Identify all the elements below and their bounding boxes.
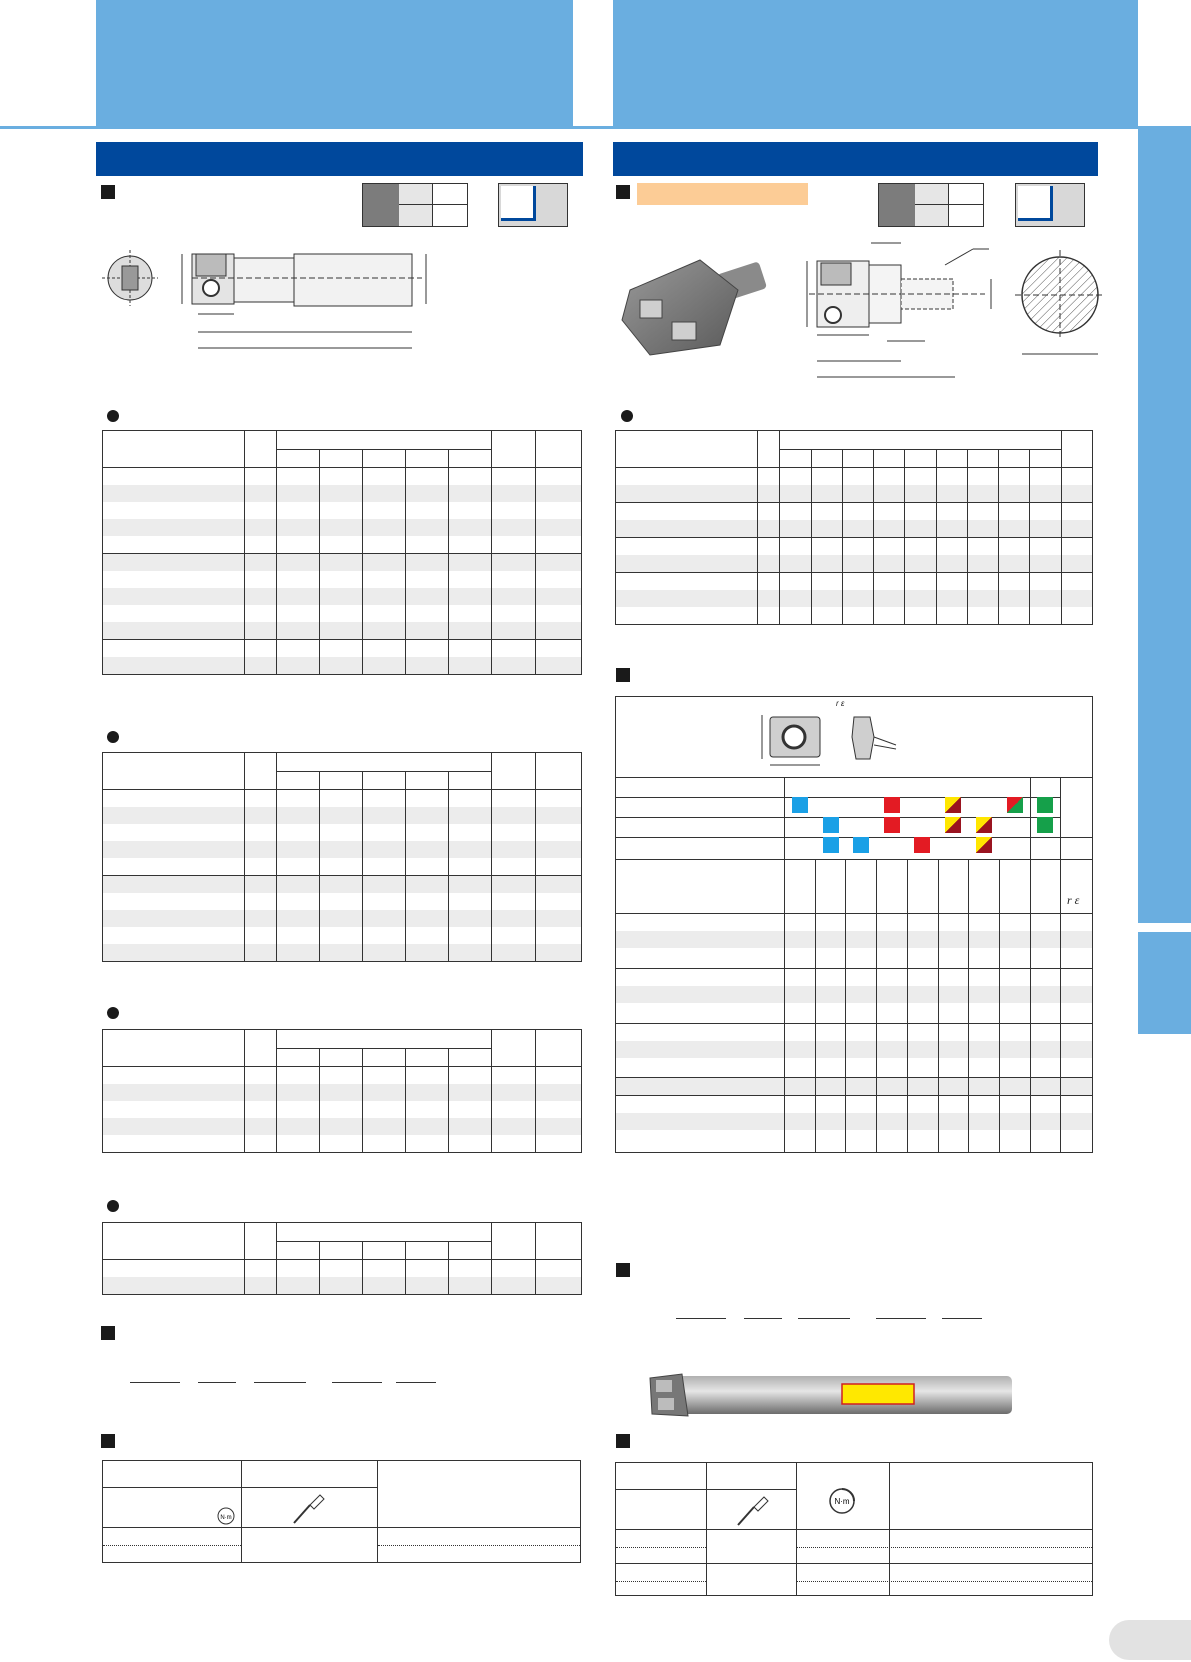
spare-parts-table-left — [102, 1460, 581, 1563]
section-marker — [616, 1434, 630, 1448]
torque-icon — [215, 1505, 237, 1527]
badge-grid-right — [878, 183, 984, 227]
shank-section-drawing — [1015, 250, 1115, 360]
code-segment — [396, 1382, 436, 1395]
end-mill-drawing — [96, 240, 446, 360]
code-segment — [198, 1382, 236, 1395]
screwdriver-icon — [732, 1493, 772, 1529]
header-rule — [0, 126, 1138, 129]
corner-radius-icon: r ε — [836, 699, 845, 708]
modular-head-photo — [610, 250, 780, 360]
grade-swatch-red — [884, 817, 900, 833]
grade-swatch-green — [1037, 817, 1053, 833]
section-marker — [616, 185, 630, 199]
badge-grid-left — [362, 183, 468, 227]
code-segment — [332, 1382, 382, 1395]
spec-table-3 — [102, 1029, 582, 1153]
spec-table-2 — [102, 752, 582, 962]
code-segment — [744, 1318, 782, 1331]
header-block-right — [613, 0, 1138, 126]
grade-swatch-blue — [823, 837, 839, 853]
insert-drawing — [756, 701, 916, 773]
grade-swatch-red — [914, 837, 930, 853]
highlight-label — [637, 183, 808, 205]
grade-swatch-red-green — [1007, 797, 1023, 813]
end-mill-photo — [648, 1370, 1014, 1420]
svg-text:N·m: N·m — [220, 1515, 232, 1521]
bullet — [107, 1007, 119, 1019]
section-marker — [101, 185, 115, 199]
grade-swatch-green — [1037, 797, 1053, 813]
insert-table — [615, 696, 1093, 1153]
section-bar-left — [96, 142, 583, 176]
shoulder-badge-right — [1015, 183, 1085, 227]
code-segment — [130, 1382, 180, 1395]
spec-table-right — [615, 430, 1093, 625]
page-number-tab — [1109, 1620, 1191, 1660]
section-marker — [616, 1263, 630, 1277]
grade-swatch-red — [884, 797, 900, 813]
shoulder-badge-left — [498, 183, 568, 227]
section-marker — [616, 668, 630, 682]
grade-swatch-yellow-red — [976, 817, 992, 833]
bullet — [621, 410, 633, 422]
code-segment — [798, 1318, 850, 1331]
code-segment — [676, 1318, 726, 1331]
section-bar-right — [613, 142, 1098, 176]
corner-radius-label: r ε — [1067, 893, 1080, 907]
modular-head-drawing — [795, 235, 995, 385]
grade-swatch-yellow-red — [945, 817, 961, 833]
grade-swatch-yellow-red — [945, 797, 961, 813]
grade-swatch-yellow-red — [976, 837, 992, 853]
grade-swatch-blue — [823, 817, 839, 833]
section-marker — [101, 1326, 115, 1340]
code-segment — [942, 1318, 982, 1331]
torque-icon — [826, 1485, 858, 1517]
side-tab-upper — [1138, 126, 1191, 923]
header-block-left — [96, 0, 573, 126]
side-tab-lower — [1138, 932, 1191, 1034]
spec-table-4 — [102, 1222, 582, 1295]
grade-swatch-blue — [792, 797, 808, 813]
screwdriver-icon — [288, 1491, 328, 1527]
section-marker — [101, 1434, 115, 1448]
code-segment — [876, 1318, 926, 1331]
spec-table-1 — [102, 430, 582, 675]
bullet — [107, 731, 119, 743]
bullet — [107, 1200, 119, 1212]
spare-parts-table-right — [615, 1462, 1093, 1596]
code-segment — [254, 1382, 306, 1395]
bullet — [107, 410, 119, 422]
svg-text:N·m: N·m — [834, 1497, 850, 1506]
grade-swatch-blue — [853, 837, 869, 853]
